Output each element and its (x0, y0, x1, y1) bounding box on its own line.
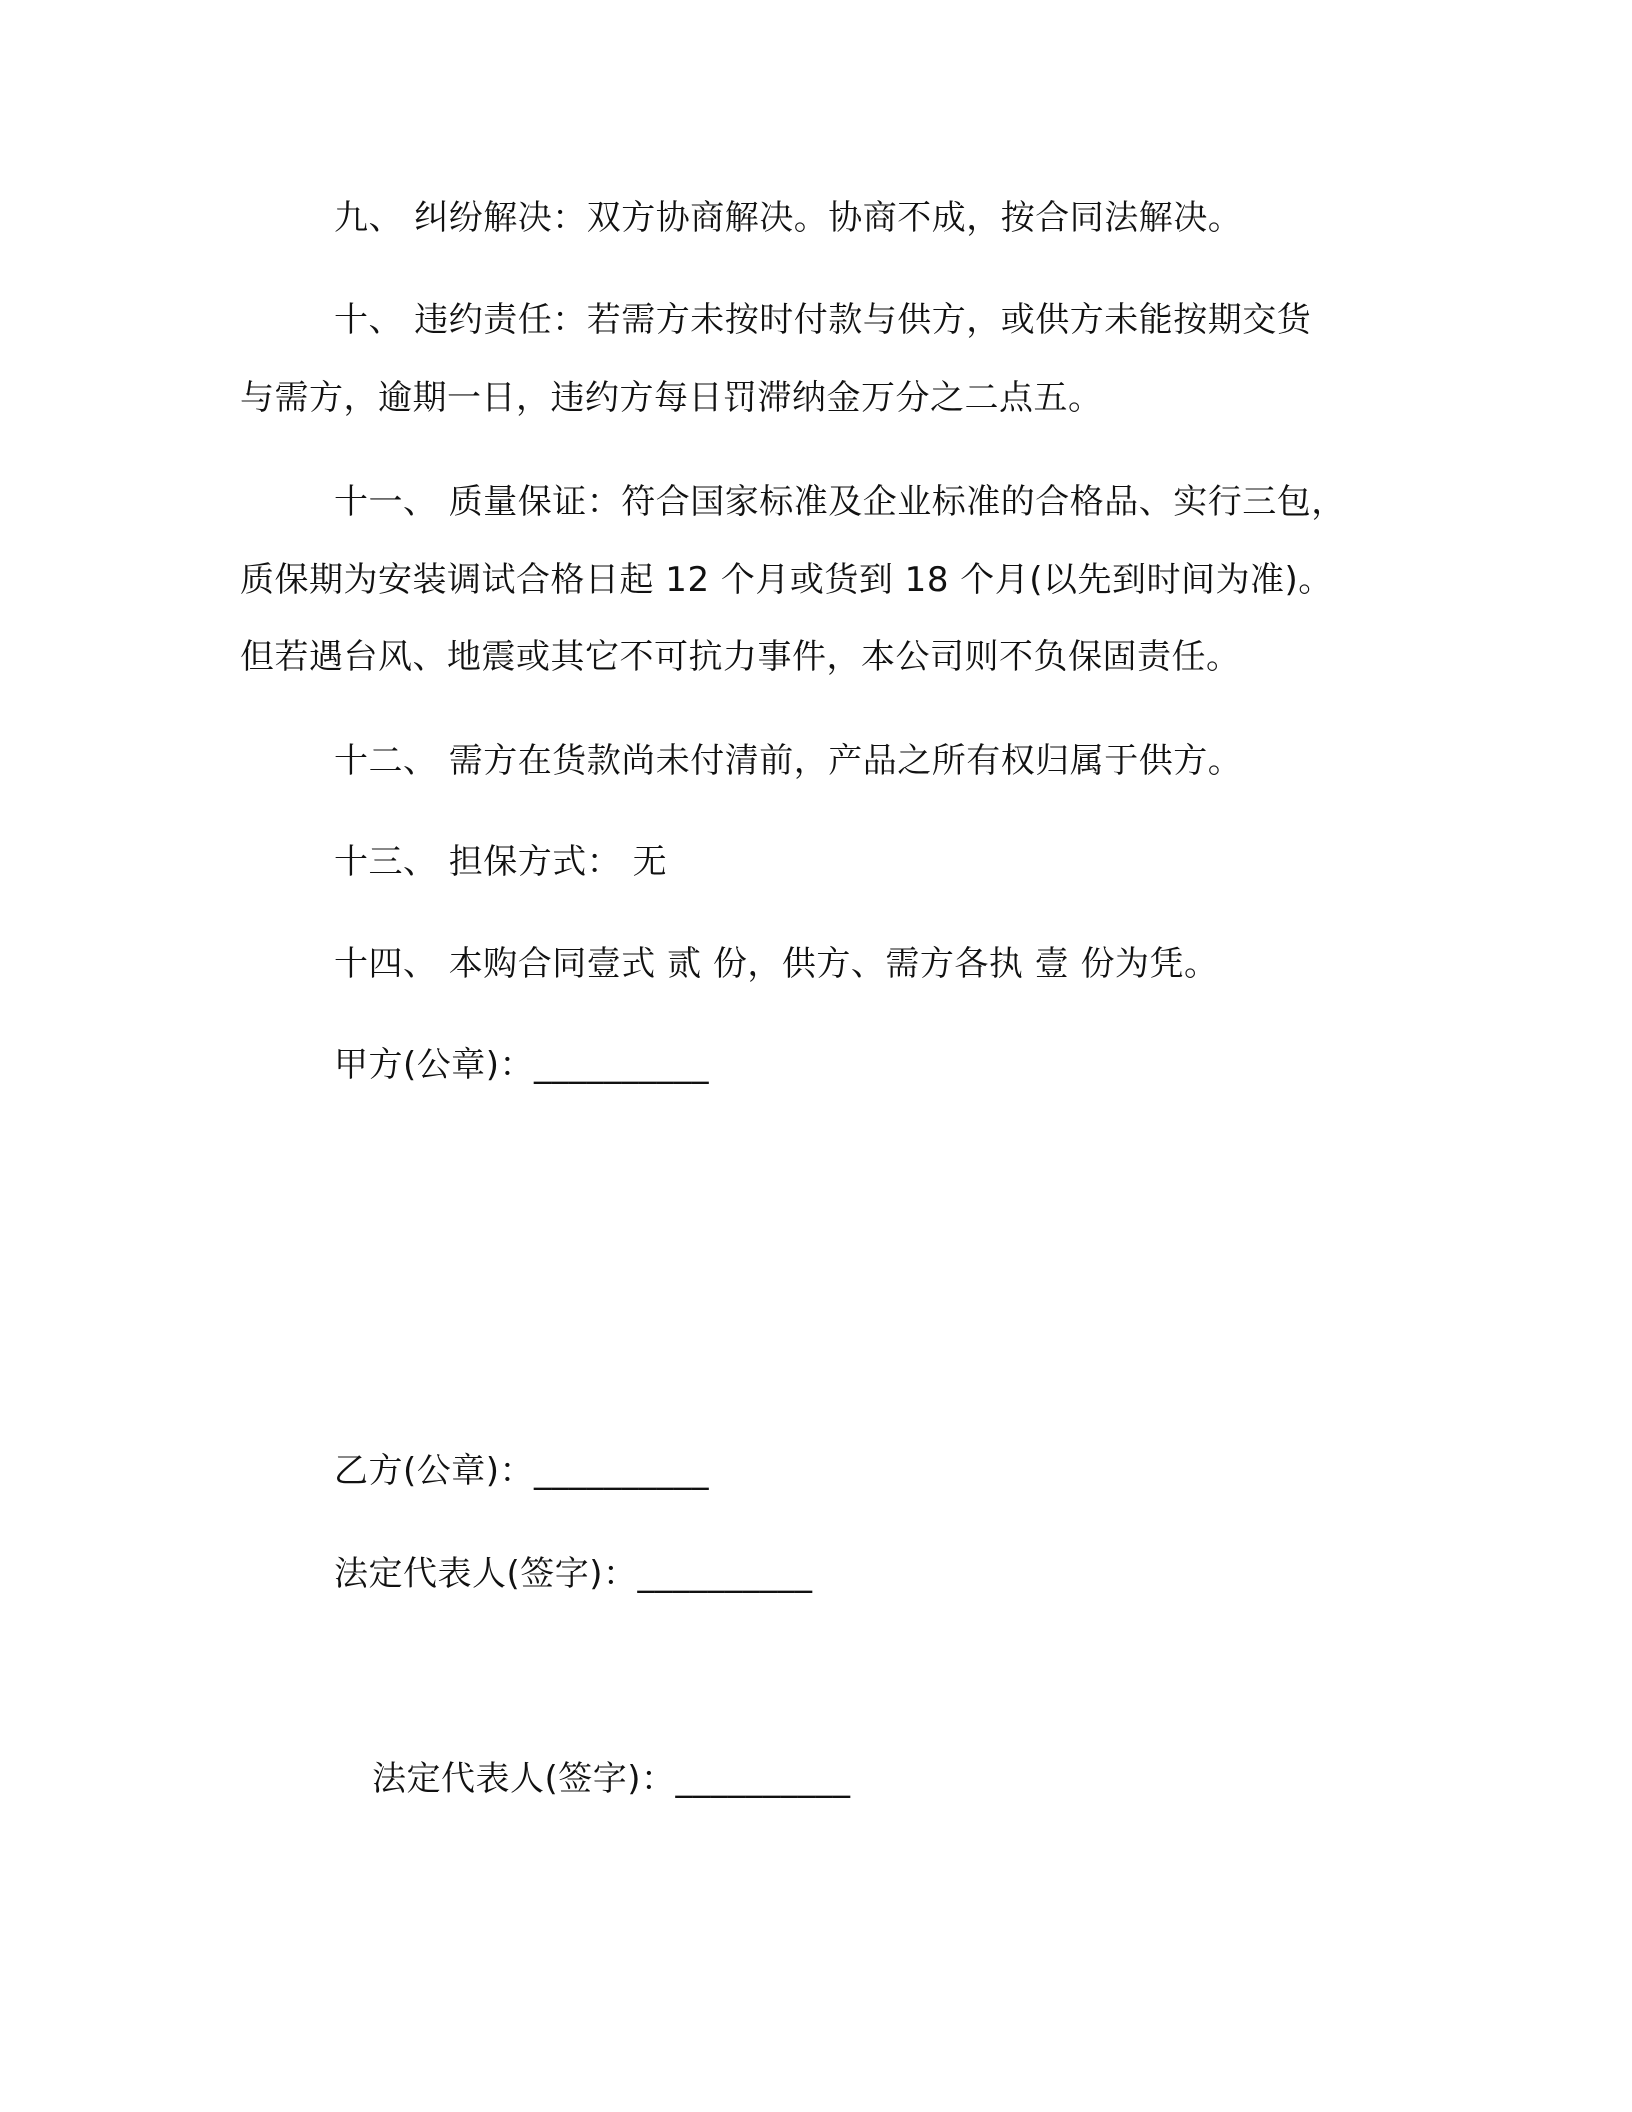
party-b-seal-line: 乙方(公章)：__________ (334, 1451, 710, 1491)
legal-representative-signature-line: 法定代表人(签字)：__________ (334, 1554, 813, 1594)
clause-11-line-3: 但若遇台风、地震或其它不可抗力事件，本公司则不负保固责任。 (240, 637, 1241, 677)
party-a-seal-line: 甲方(公章)：__________ (334, 1045, 710, 1085)
clause-14-line-1: 十四、 本购合同壹式 贰 份，供方、需方各执 壹 份为凭。 (334, 944, 1219, 984)
clause-10-line-2: 与需方，逾期一日，违约方每日罚滞纳金万分之二点五。 (240, 378, 1103, 418)
clause-9-line-1: 九、 纠纷解决：双方协商解决。协商不成，按合同法解决。 (334, 198, 1243, 238)
legal-representative-signature-line-2: 法定代表人(签字)：__________ (372, 1759, 851, 1799)
clause-11-line-2: 质保期为安装调试合格日起 12 个月或货到 18 个月(以先到时间为准)。 (240, 560, 1333, 600)
clause-10-line-1: 十、 违约责任：若需方未按时付款与供方，或供方未能按期交货 (334, 300, 1312, 340)
clause-12-line-1: 十二、 需方在货款尚未付清前，产品之所有权归属于供方。 (334, 741, 1243, 781)
clause-11-line-1: 十一、 质量保证：符合国家标准及企业标准的合格品、实行三包， (334, 482, 1346, 522)
clause-13-line-1: 十三、 担保方式： 无 (334, 842, 668, 882)
